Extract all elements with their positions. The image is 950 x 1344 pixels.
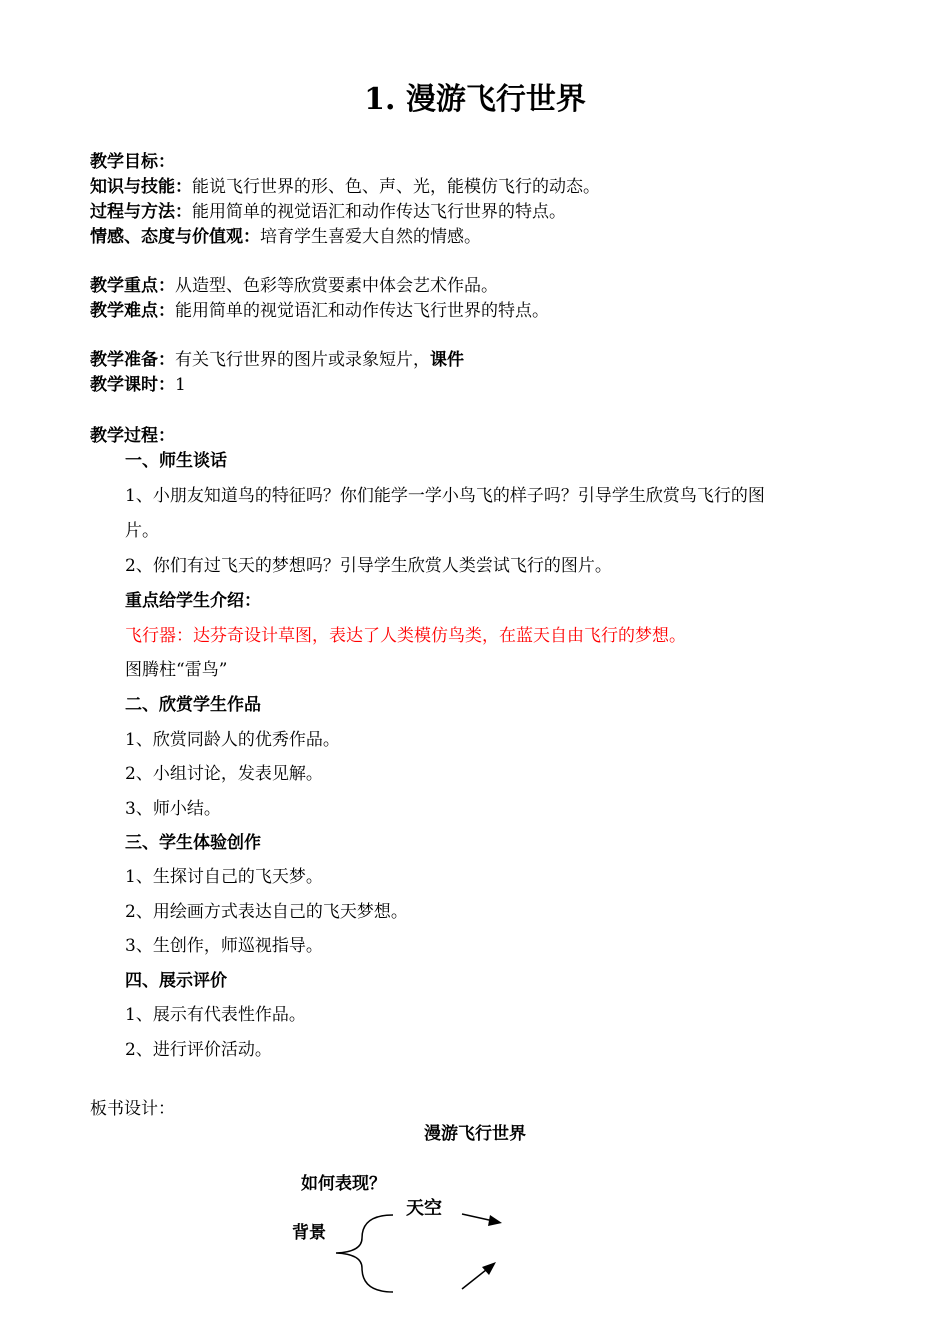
section-title: 二、欣赏学生作品 [125, 695, 261, 715]
section-title: 四、展示评价 [125, 971, 227, 991]
focus-red-text: 飞行器：达芬奇设计草图，表达了人类模仿鸟类，在蓝天自由飞行的梦想。 [125, 626, 686, 646]
section-title: 三、学生体验创作 [125, 833, 261, 853]
objectives-heading: 教学目标： [90, 152, 175, 172]
list-item: 3、生创作，师巡视指导。 [125, 936, 323, 956]
list-item: 2、小组讨论，发表见解。 [125, 764, 323, 784]
board-question: 如何表现？ [301, 1174, 386, 1194]
list-item: 1、欣赏同龄人的优秀作品。 [125, 730, 340, 750]
key-point-label: 教学重点： [90, 276, 175, 296]
section-title: 一、师生谈话 [125, 451, 227, 471]
list-item: 2、用绘画方式表达自己的飞天梦想。 [125, 902, 408, 922]
preparation-text: 有关飞行世界的图片或录象短片， [175, 350, 430, 370]
process-heading: 教学过程： [90, 426, 175, 446]
list-item: 1、生探讨自己的飞天梦。 [125, 867, 323, 887]
list-item: 2、你们有过飞天的梦想吗？引导学生欣赏人类尝试飞行的图片。 [125, 556, 612, 576]
difficulty-label: 教学难点： [90, 301, 175, 321]
difficulty-text: 能用简单的视觉语汇和动作传达飞行世界的特点。 [175, 301, 549, 321]
list-item: 2、进行评价活动。 [125, 1040, 272, 1060]
objective-label: 情感、态度与价值观： [90, 227, 260, 247]
board-sky: 天空 [406, 1198, 442, 1219]
board-heading: 板书设计： [90, 1099, 175, 1119]
list-item: 1、展示有代表性作品。 [125, 1005, 306, 1025]
objective-text: 能说飞行世界的形、色、声、光，能模仿飞行的动态。 [192, 177, 600, 197]
arrow-right-icon [462, 1214, 502, 1226]
list-item: 1、小朋友知道鸟的特征吗？你们能学一学小鸟飞的样子吗？引导学生欣赏鸟飞行的图 [125, 486, 765, 506]
periods-value: 1 [175, 375, 186, 395]
preparation-courseware: 课件 [430, 350, 464, 370]
periods-label: 教学课时： [90, 375, 175, 395]
objective-text: 能用简单的视觉语汇和动作传达飞行世界的特点。 [192, 202, 566, 222]
brace-shape [336, 1215, 393, 1292]
objective-label: 过程与方法： [90, 202, 192, 222]
arrow-up-right-icon [462, 1262, 496, 1289]
list-item: 片。 [125, 521, 159, 541]
key-point-text: 从造型、色彩等欣赏要素中体会艺术作品。 [175, 276, 498, 296]
list-item: 3、师小结。 [125, 799, 221, 819]
board-background: 背景 [292, 1223, 326, 1243]
document-title: 1. 漫游飞行世界 [364, 82, 586, 117]
board-title: 漫游飞行世界 [424, 1124, 526, 1144]
preparation-label: 教学准备： [90, 350, 175, 370]
list-item: 图腾柱“雷鸟” [125, 660, 228, 680]
objective-label: 知识与技能： [90, 177, 192, 197]
focus-heading: 重点给学生介绍： [125, 591, 261, 611]
objective-text: 培育学生喜爱大自然的情感。 [260, 227, 481, 247]
